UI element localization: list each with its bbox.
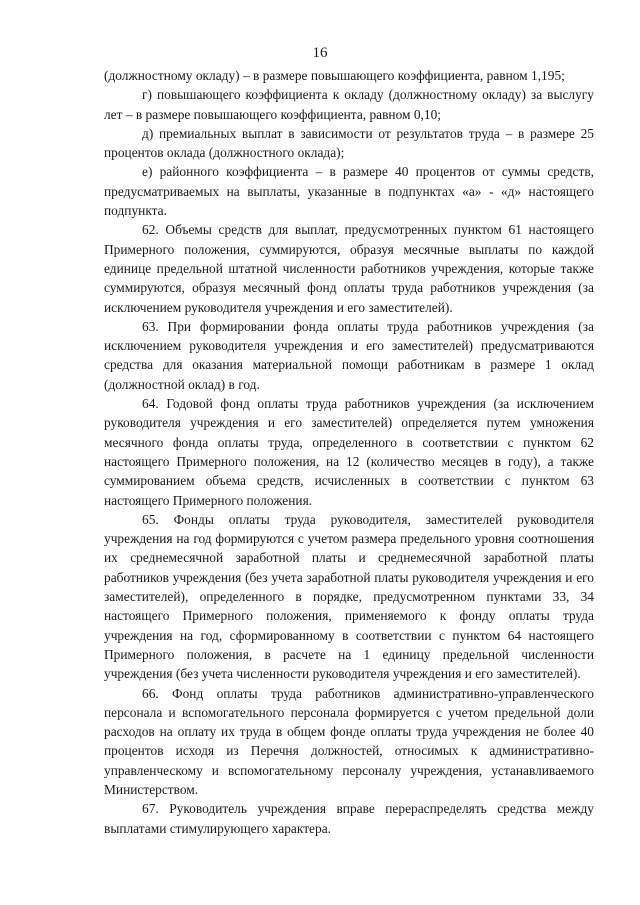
paragraph-67: 67. Руководитель учреждения вправе перераспределять средства между выплатами стимулирующего характера.	[104, 801, 594, 836]
paragraph-continuation: (должностному окладу) – в размере повышающего коэффициента, равном 1,195;	[104, 68, 565, 83]
paragraph-g: г) повышающего коэффициента к окладу (должностному окладу) за выслугу лет – в размере повышающего коэффициента, равном 0,10;	[104, 87, 594, 122]
paragraph-d: д) премиальных выплат в зависимости от результатов труда – в размере 25 процентов оклада (должностного оклада);	[104, 125, 594, 161]
paragraph-65: 65. Фонды оплаты труда руководителя, заместителей руководителя учреждения на год формируются с учетом размера предельного уровня соотношения их среднемесячной заработной платы и среднемесячной заработной платы работников учреждения (без учета заработной платы руководителя учреждения и его заместителей), определенного в порядке, предусмотренном пунктами 33, 34 настоящего Примерного положения, применяемого к фонду оплаты труда учреждения на год, сформированному в соответствии с пунктом 64 настоящего Примерного положения, в расчете на 1 единицу предельной численности учреждения (без учета численности руководителя учреждения и его заместителей).	[104, 511, 594, 682]
paragraph-e: е) районного коэффициента – в размере 40 процентов от суммы средств, предусматриваемых на выплаты, указанные в подпунктах «а» - «д» настоящего подпункта.	[104, 164, 594, 219]
page-number: 16	[312, 45, 328, 61]
paragraph-66: 66. Фонд оплаты труда работников административно-управленческого персонала и вспомогательного персонала формируется с учетом предельной доли расходов на оплату их труда в общем фонде оплаты труда учреждения не более 40 процентов исходя из Перечня должностей, относимых к административно-управленческому и вспомогательному персоналу учреждения, устанавливаемого Министерством.	[104, 685, 594, 797]
paragraph-63: 63. При формировании фонда оплаты труда работников учреждения (за исключением руководителя учреждения и его заместителей) предусматриваются средства для оказания материальной помощи работникам в размере 1 оклад (должностной оклад) в год.	[104, 318, 594, 392]
paragraph-62: 62. Объемы средств для выплат, предусмотренных пунктом 61 настоящего Примерного положения, суммируются, образуя месячные выплаты по каждой единице предельной штатной численности работников учреждения, которые также суммируются, образуя месячный фонд оплаты труда работников учреждения (за исключением руководителя учреждения и его заместителей).	[104, 222, 594, 315]
document-body	[104, 66, 594, 838]
paragraph-64: 64. Годовой фонд оплаты труда работников учреждения (за исключением руководителя учреждения и его заместителей) определяется путем умножения месячного фонда оплаты труда, определенного в соответствии с пунктом 62 настоящего Примерного положения, на 12 (количество месяцев в году), а также суммированием объема средств, исчисленных в соответствии с пунктом 63 настоящего Примерного положения.	[104, 396, 594, 508]
